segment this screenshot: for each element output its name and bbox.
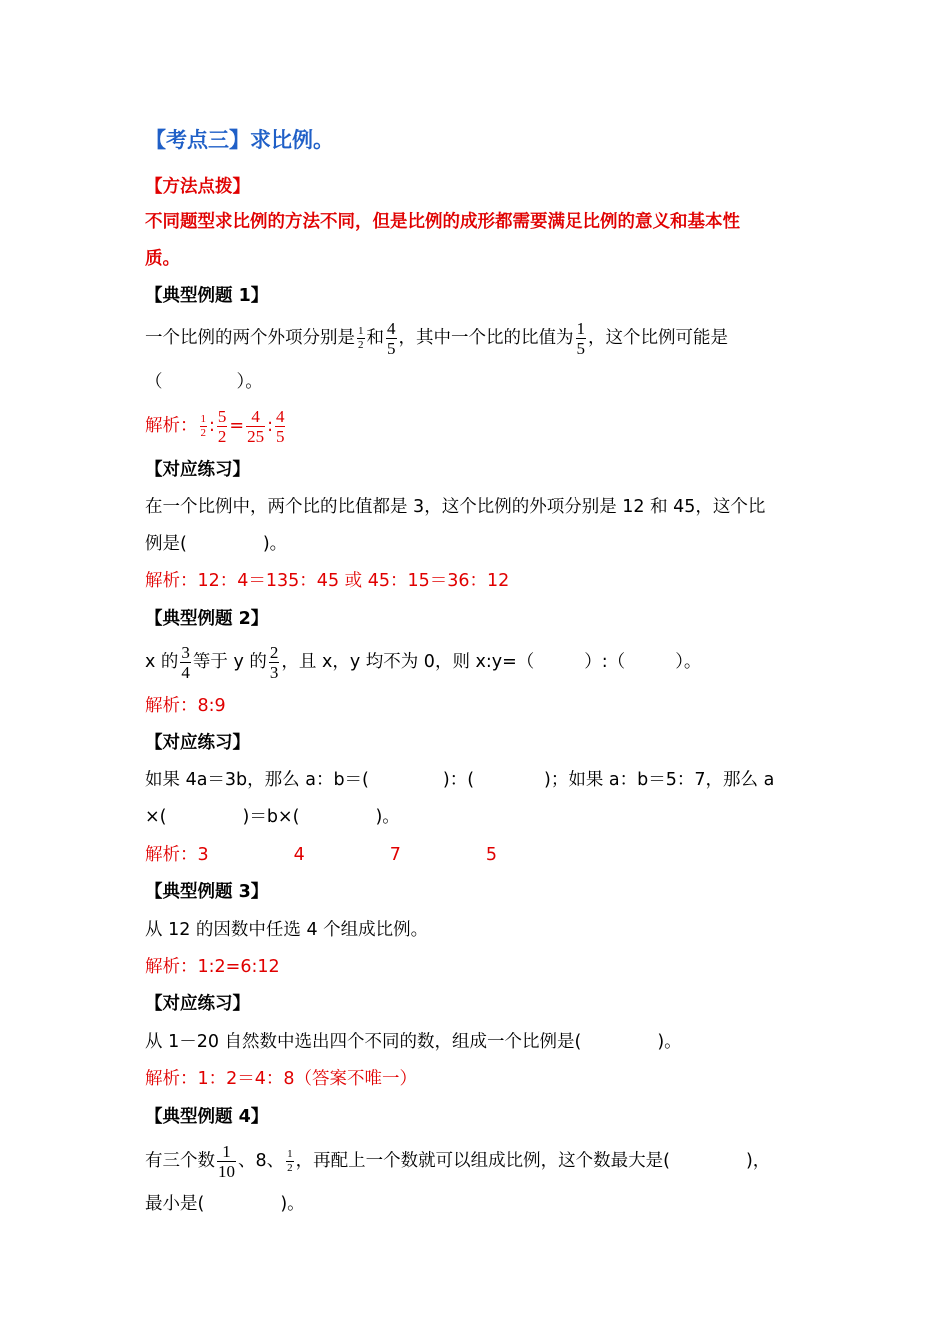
example-2-answer: 解析：8:9 [145,696,226,716]
question-text: 一个比例的两个外项分别是 [145,328,355,348]
fraction: $\frac{1}{5}$ [576,318,585,358]
fraction: $\frac{1}{2}$ [358,324,364,351]
question-text: ，其中一个比的比值为 [398,328,574,348]
practice-2-line-2: ×( )＝b×( )。 [145,807,400,827]
practice-1-title: 【对应练习】 [145,460,250,480]
question-text: 和 [366,328,384,348]
practice-2-answer: 解析：3 4 7 5 [145,845,498,865]
practice-1-line-2: 例是( )。 [145,534,288,554]
practice-1-answer: 解析：12：4＝135：45 或 45：15＝36：12 [145,571,510,591]
fraction: $\frac{2}{3}$ [269,642,279,682]
question-text: ，这个比例可能是 [588,328,728,348]
example-1-question [145,316,728,360]
example-2-title: 【典型例题 2】 [145,609,269,629]
example-3-title: 【典型例题 3】 [145,882,269,902]
fraction: $\frac{4}{25}$ [247,406,265,446]
method-line-1: 不同题型求比例的方法不同，但是比例的成形都需要满足比例的意义和基本性 [145,212,740,232]
example-3-answer: 解析：1:2=6:12 [145,957,280,977]
practice-1-line-1: 在一个比例中，两个比的比值都是 3，这个比例的外项分别是 12 和 45，这个比 [145,497,766,517]
example-3-question: 从 12 的因数中任选 4 个组成比例。 [145,920,429,940]
example-1-title: 【典型例题 1】 [145,286,269,306]
fraction: $\frac{4}{5}$ [387,318,396,358]
practice-3-answer: 解析：1：2＝4：8（答案不唯一） [145,1069,418,1089]
fraction: $\frac{3}{4}$ [181,642,190,682]
practice-3-line-1: 从 1－20 自然数中选出四个不同的数，组成一个比例是( )。 [145,1032,682,1052]
practice-2-title: 【对应练习】 [145,733,250,753]
fraction: $\frac{1}{10}$ [218,1141,235,1181]
practice-2-line-1: 如果 4a＝3b，那么 a：b＝( )：( )；如果 a：b＝5：7，那么 a [145,770,775,790]
fraction: $\frac{5}{2}$ [217,406,227,446]
example-2-question: x 的 $\frac{3}{4}$ 等于 y 的 $\frac{2}{3}$ ，且 x，y 均不为 0，则 x:y=（ ）:（ ）。 [145,642,702,682]
example-4-line-2: 最小是( )。 [145,1194,305,1214]
fraction: $\frac{1}{2}$ [287,1147,293,1174]
method-line-2: 质。 [145,249,180,269]
fraction: $\frac{1}{2}$ [200,412,206,439]
section-heading: 【考点三】求比例。 [145,128,334,152]
example-4-question: 有三个数 $\frac{1}{10}$ 、8、 $\frac{1}{2}$ ，再配上一个数就可以组成比例，这个数最大是( )， [145,1141,771,1181]
method-title: 【方法点拨】 [145,177,250,197]
practice-3-title: 【对应练习】 [145,994,250,1014]
fraction: $\frac{4}{5}$ [275,406,285,446]
example-1-answer: 解析： $\frac{1}{2}$ : $\frac{5}{2}$ = $\frac{4}{25}$ : $\frac{4}{5}$ [145,406,285,446]
example-4-title: 【典型例题 4】 [145,1107,269,1127]
example-1-blank-line: （ ）。 [145,372,263,392]
